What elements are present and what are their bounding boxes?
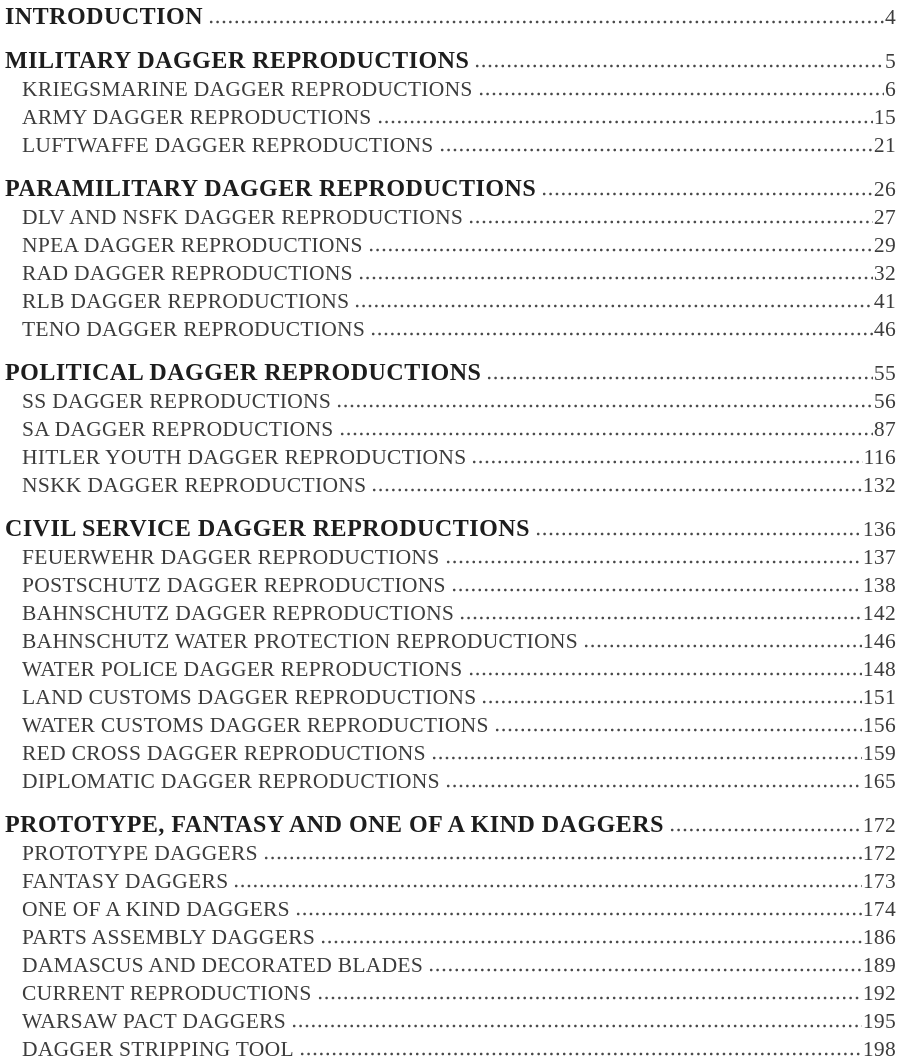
entry-page-number: 137: [862, 545, 896, 569]
dot-leader: [208, 20, 884, 24]
dot-leader: [439, 148, 873, 152]
toc-entry: [5, 231, 896, 259]
entry-page-number: 186: [862, 925, 896, 949]
entry-title: HITLER YOUTH DAGGER REPRODUCTIONS: [22, 445, 467, 469]
entry-page-number: 189: [862, 953, 896, 977]
toc-entry: [5, 1007, 896, 1035]
entry-title: DIPLOMATIC DAGGER REPRODUCTIONS: [22, 769, 440, 793]
entry-page-number: 21: [873, 133, 896, 157]
entry-title: WATER CUSTOMS DAGGER REPRODUCTIONS: [22, 713, 489, 737]
dot-leader: [263, 856, 862, 860]
toc-entry: [5, 131, 896, 159]
entry-page-number: 172: [862, 841, 896, 865]
entry-page-number: 142: [862, 601, 896, 625]
dot-leader: [451, 588, 862, 592]
toc-entry: [5, 75, 896, 103]
toc-entry: [5, 867, 896, 895]
dot-leader: [336, 404, 873, 408]
entry-title: DAMASCUS AND DECORATED BLADES: [22, 953, 424, 977]
dot-leader: [459, 616, 862, 620]
dot-leader: [317, 996, 862, 1000]
entry-page-number: 26: [873, 177, 896, 201]
dot-leader: [583, 644, 862, 648]
dot-leader: [428, 968, 862, 972]
dot-leader: [541, 192, 873, 196]
entry-title: DAGGER STRIPPING TOOL: [22, 1037, 294, 1061]
entry-page-number: 27: [873, 205, 896, 229]
toc-entry: [5, 895, 896, 923]
entry-title: RLB DAGGER REPRODUCTIONS: [22, 289, 350, 313]
toc-entry: [5, 287, 896, 315]
toc-entry: [5, 315, 896, 343]
entry-page-number: 5: [884, 49, 896, 73]
entry-title: INTRODUCTION: [5, 4, 204, 30]
dot-leader: [486, 376, 872, 380]
dot-leader: [368, 248, 873, 252]
entry-page-number: 173: [862, 869, 896, 893]
toc-entry: [5, 599, 896, 627]
dot-leader: [233, 884, 861, 888]
entry-title: LUFTWAFFE DAGGER REPRODUCTIONS: [22, 133, 434, 157]
toc-entry: [5, 415, 896, 443]
toc-entry: [5, 1035, 896, 1063]
entry-page-number: 174: [862, 897, 896, 921]
toc-entry: [5, 951, 896, 979]
toc-entry: [5, 259, 896, 287]
toc-section-heading: [5, 175, 896, 203]
toc-entry: [5, 979, 896, 1007]
entry-title: LAND CUSTOMS DAGGER REPRODUCTIONS: [22, 685, 477, 709]
toc-entry: [5, 571, 896, 599]
toc-section-heading: [5, 3, 896, 31]
entry-page-number: 4: [884, 5, 896, 29]
dot-leader: [445, 560, 862, 564]
entry-page-number: 195: [862, 1009, 896, 1033]
toc-section-heading: [5, 811, 896, 839]
entry-title: ARMY DAGGER REPRODUCTIONS: [22, 105, 372, 129]
entry-title: RED CROSS DAGGER REPRODUCTIONS: [22, 741, 426, 765]
entry-title: CIVIL SERVICE DAGGER REPRODUCTIONS: [5, 516, 530, 542]
entry-page-number: 146: [862, 629, 896, 653]
entry-page-number: 29: [873, 233, 896, 257]
toc-entry: [5, 923, 896, 951]
entry-title: WATER POLICE DAGGER REPRODUCTIONS: [22, 657, 463, 681]
dot-leader: [431, 756, 862, 760]
dot-leader: [481, 700, 861, 704]
entry-title: RAD DAGGER REPRODUCTIONS: [22, 261, 353, 285]
entry-page-number: 151: [862, 685, 896, 709]
entry-page-number: 56: [873, 389, 896, 413]
dot-leader: [474, 64, 884, 68]
toc-entry: [5, 471, 896, 499]
entry-page-number: 32: [873, 261, 896, 285]
entry-title: MILITARY DAGGER REPRODUCTIONS: [5, 48, 470, 74]
toc-section-heading: [5, 515, 896, 543]
entry-title: ONE OF A KIND DAGGERS: [22, 897, 290, 921]
entry-page-number: 55: [873, 361, 896, 385]
entry-page-number: 116: [863, 445, 896, 469]
toc-entry: [5, 711, 896, 739]
entry-title: KRIEGSMARINE DAGGER REPRODUCTIONS: [22, 77, 473, 101]
dot-leader: [299, 1052, 862, 1056]
dot-leader: [494, 728, 862, 732]
entry-title: TENO DAGGER REPRODUCTIONS: [22, 317, 366, 341]
toc-entry: [5, 739, 896, 767]
toc-entry: [5, 839, 896, 867]
entry-page-number: 136: [862, 517, 896, 541]
dot-leader: [354, 304, 873, 308]
entry-title: DLV AND NSFK DAGGER REPRODUCTIONS: [22, 205, 464, 229]
entry-page-number: 156: [862, 713, 896, 737]
dot-leader: [291, 1024, 862, 1028]
entry-title: FANTASY DAGGERS: [22, 869, 229, 893]
toc-entry: [5, 627, 896, 655]
table-of-contents: [5, 3, 896, 1063]
entry-title: PROTOTYPE, FANTASY AND ONE OF A KIND DAGGERS: [5, 812, 664, 838]
entry-page-number: 15: [873, 105, 896, 129]
dot-leader: [377, 120, 873, 124]
toc-entry: [5, 683, 896, 711]
dot-leader: [371, 488, 861, 492]
dot-leader: [370, 332, 873, 336]
entry-page-number: 138: [862, 573, 896, 597]
toc-entry: [5, 443, 896, 471]
entry-title: PARTS ASSEMBLY DAGGERS: [22, 925, 316, 949]
toc-entry: [5, 543, 896, 571]
entry-page-number: 148: [862, 657, 896, 681]
dot-leader: [445, 784, 862, 788]
entry-page-number: 6: [884, 77, 896, 101]
entry-title: SA DAGGER REPRODUCTIONS: [22, 417, 334, 441]
entry-page-number: 159: [862, 741, 896, 765]
dot-leader: [358, 276, 873, 280]
dot-leader: [471, 460, 862, 464]
entry-title: SS DAGGER REPRODUCTIONS: [22, 389, 332, 413]
entry-page-number: 198: [862, 1037, 896, 1061]
entry-page-number: 192: [862, 981, 896, 1005]
entry-title: NPEA DAGGER REPRODUCTIONS: [22, 233, 363, 257]
entry-title: BAHNSCHUTZ WATER PROTECTION REPRODUCTIONS: [22, 629, 579, 653]
entry-title: POSTSCHUTZ DAGGER REPRODUCTIONS: [22, 573, 446, 597]
entry-title: WARSAW PACT DAGGERS: [22, 1009, 287, 1033]
dot-leader: [339, 432, 873, 436]
entry-page-number: 132: [862, 473, 896, 497]
toc-entry: [5, 103, 896, 131]
toc-entry: [5, 655, 896, 683]
entry-title: FEUERWEHR DAGGER REPRODUCTIONS: [22, 545, 440, 569]
dot-leader: [468, 220, 873, 224]
toc-section-heading: [5, 47, 896, 75]
entry-page-number: 46: [873, 317, 896, 341]
toc-entry: [5, 387, 896, 415]
entry-title: BAHNSCHUTZ DAGGER REPRODUCTIONS: [22, 601, 455, 625]
dot-leader: [478, 92, 884, 96]
entry-page-number: 172: [862, 813, 896, 837]
dot-leader: [535, 532, 862, 536]
entry-title: POLITICAL DAGGER REPRODUCTIONS: [5, 360, 482, 386]
dot-leader: [468, 672, 862, 676]
entry-title: NSKK DAGGER REPRODUCTIONS: [22, 473, 367, 497]
entry-page-number: 41: [873, 289, 896, 313]
toc-entry: [5, 767, 896, 795]
entry-page-number: 165: [862, 769, 896, 793]
dot-leader: [669, 828, 862, 832]
entry-page-number: 87: [873, 417, 896, 441]
toc-section-heading: [5, 359, 896, 387]
toc-entry: [5, 203, 896, 231]
entry-title: PARAMILITARY DAGGER REPRODUCTIONS: [5, 176, 537, 202]
entry-title: PROTOTYPE DAGGERS: [22, 841, 258, 865]
entry-title: CURRENT REPRODUCTIONS: [22, 981, 312, 1005]
dot-leader: [295, 912, 862, 916]
dot-leader: [320, 940, 862, 944]
